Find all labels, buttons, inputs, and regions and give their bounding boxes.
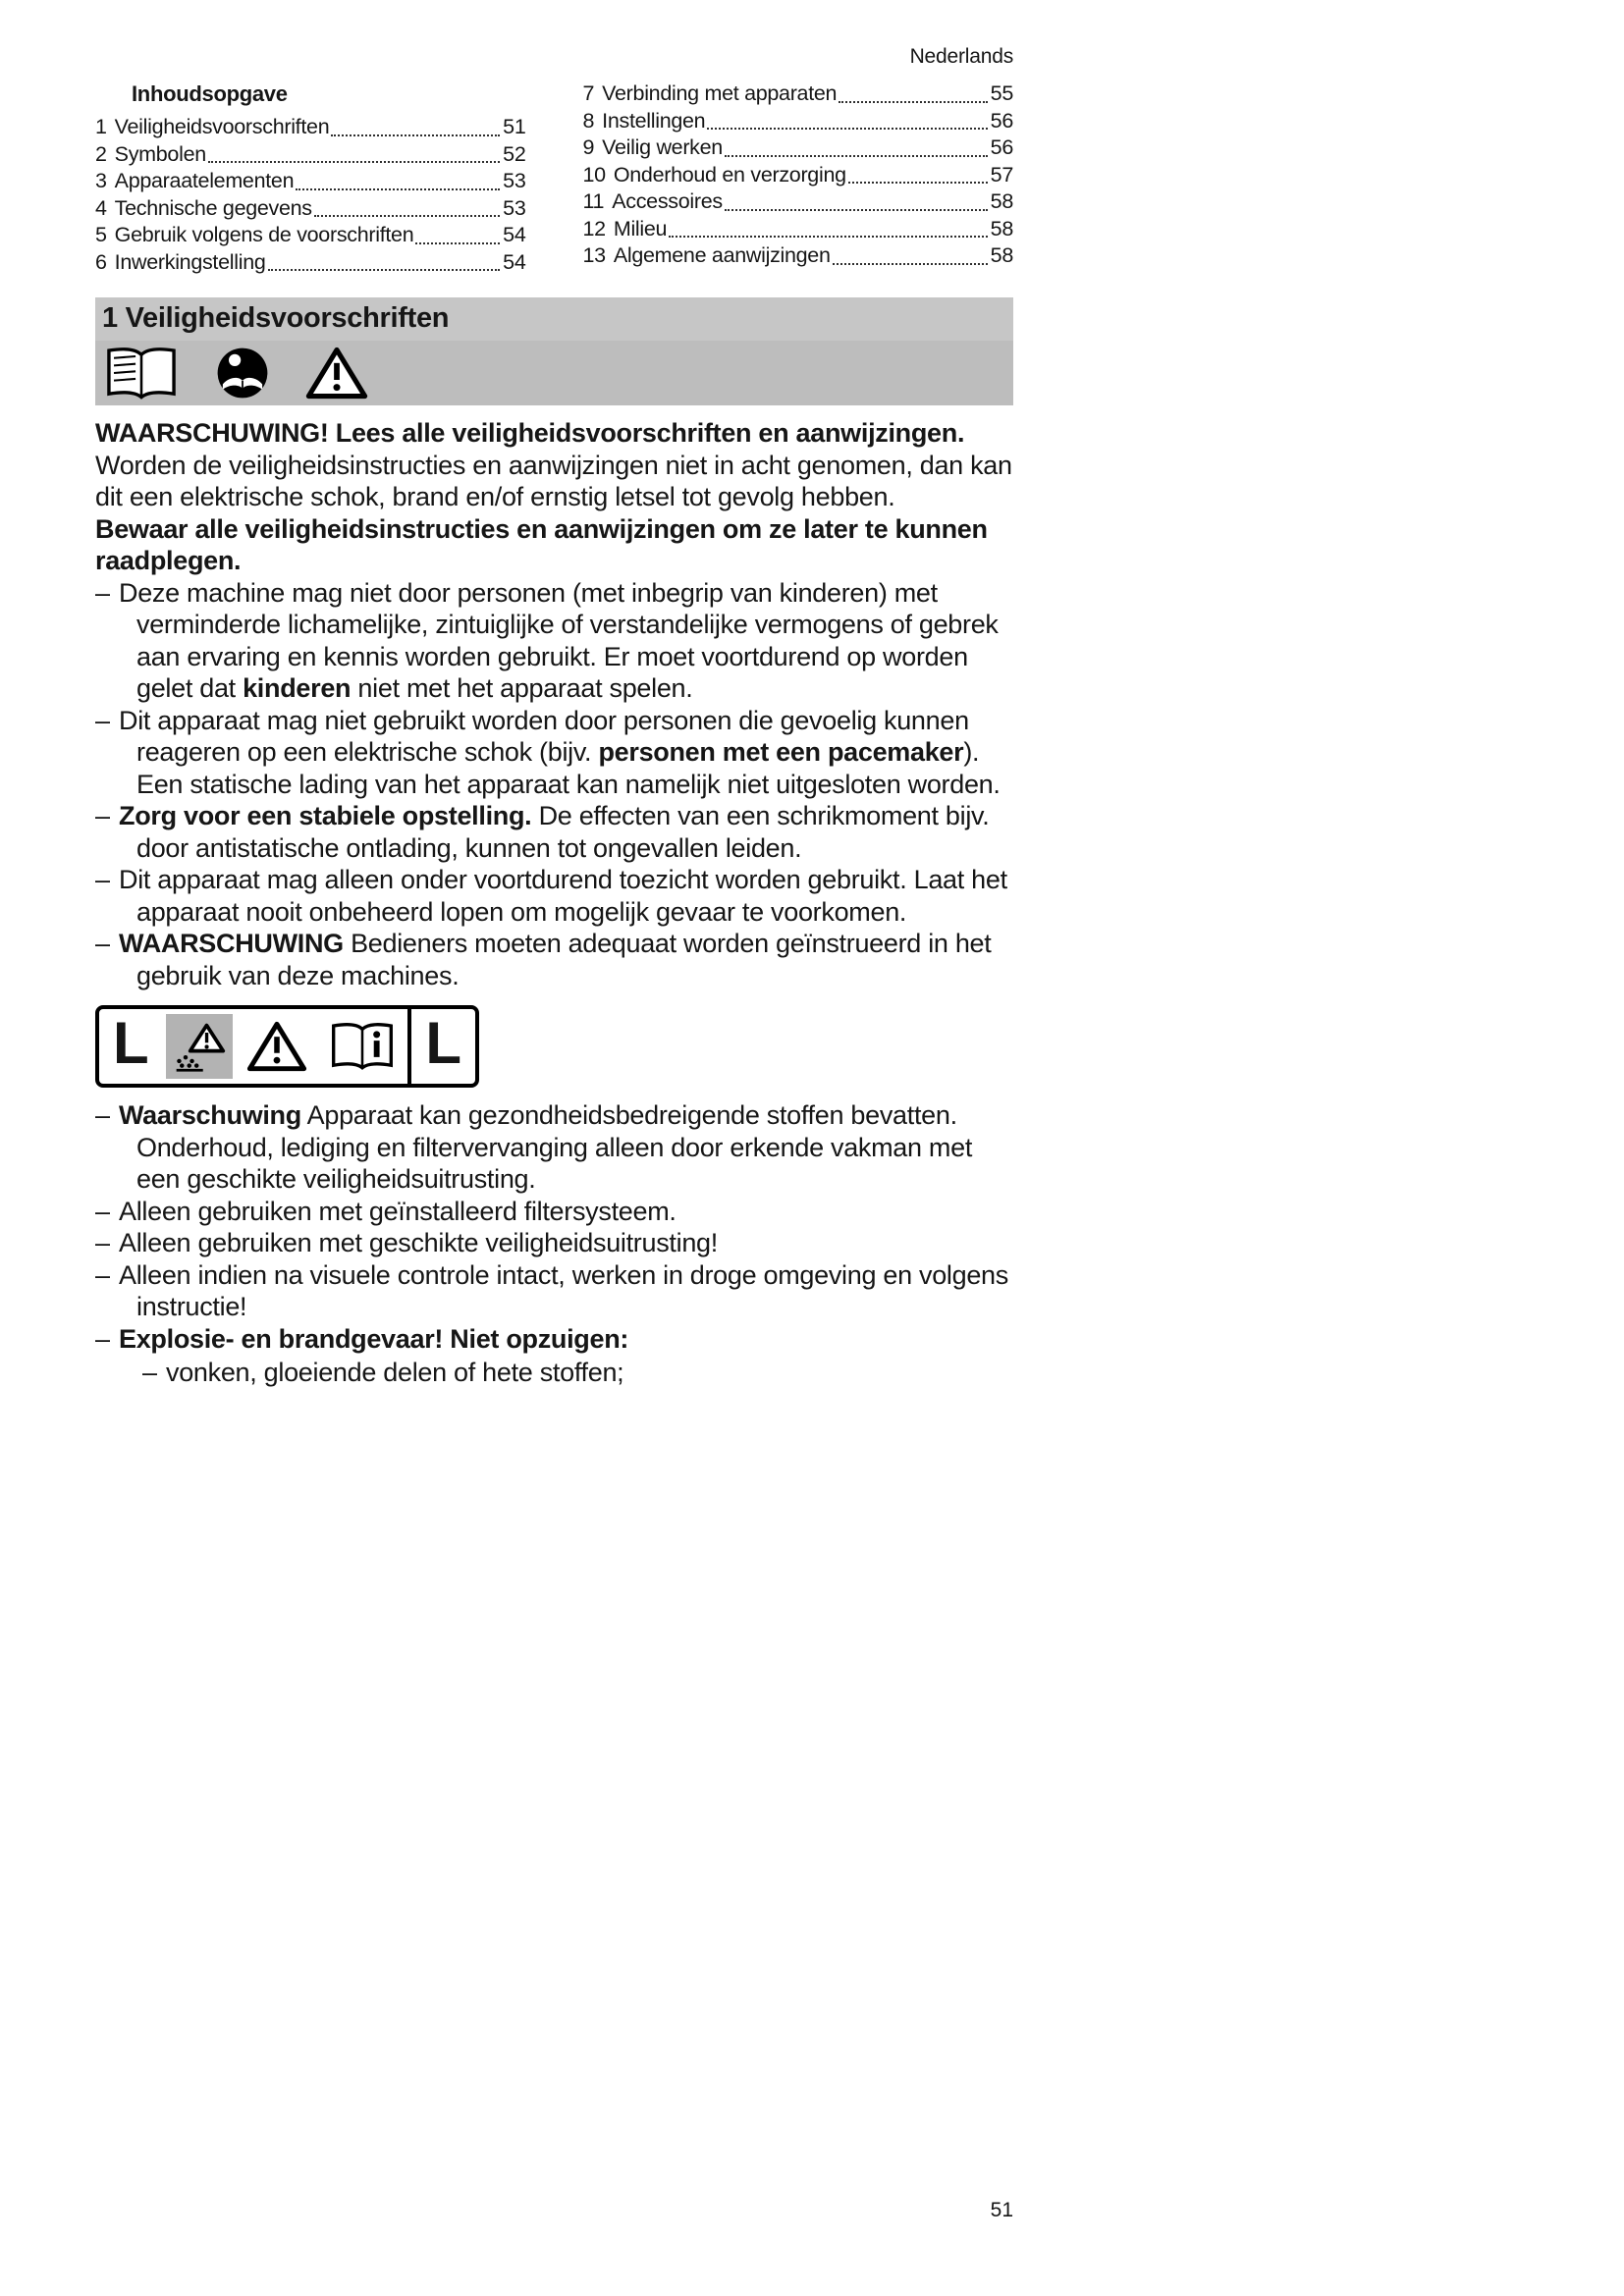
- list-item: [95, 800, 1013, 864]
- list-item: [95, 864, 1013, 928]
- toc-dot-leader: [707, 108, 987, 131]
- bullet-marker: –: [95, 1196, 110, 1226]
- bullet-marker: –: [95, 1100, 110, 1130]
- list-item-text: Dit apparaat mag niet gebruikt worden door personen die gevoelig kunnen reageren op een elektrische schok (bijv. personen met een pacemaker). Een statische lading van het apparaat kan namelijk niet uitgesloten worden.: [119, 705, 1001, 799]
- language-label: Nederlands: [909, 45, 1013, 68]
- sub-list-item-text: vonken, gloeiende delen of hete stoffen;: [166, 1358, 624, 1387]
- list-item: [95, 928, 1013, 991]
- dust-class-label-left: L: [113, 1010, 149, 1076]
- toc-entry-number: 13: [582, 243, 606, 267]
- section-body: [95, 417, 1013, 1389]
- toc-dot-leader: [268, 249, 501, 272]
- toc-entry-label: Inwerkingstelling: [114, 249, 266, 274]
- list-item-text: WAARSCHUWING Bedieners moeten adequaat worden geïnstrueerd in het gebruik van deze machines.: [119, 929, 992, 990]
- toc-entry-label: Apparaatelementen: [114, 169, 295, 192]
- toc-entry-page: 58: [990, 216, 1013, 240]
- page-number: 51: [990, 2199, 1013, 2221]
- toc-dot-leader: [725, 134, 988, 157]
- toc-entry-page: 54: [503, 249, 526, 274]
- toc-dot-leader: [331, 114, 500, 136]
- toc-entry-page: 51: [503, 115, 526, 138]
- toc-entry-number: 4: [95, 195, 107, 220]
- toc-right-column: [583, 80, 1014, 276]
- toc-entry-page: 55: [990, 81, 1013, 105]
- bullet-marker: –: [142, 1358, 157, 1387]
- list-item-text: Waarschuwing Apparaat kan gezondheidsbedreigende stoffen bevatten. Onderhoud, lediging en filtervervanging alleen door erkende vakman met een geschikte veiligheidsuitrusting.: [119, 1100, 973, 1194]
- toc-entry-label: Onderhoud en verzorging: [613, 162, 846, 187]
- warning-triangle-icon: [305, 346, 368, 400]
- bullet-marker: –: [95, 1259, 110, 1290]
- list-item: [95, 1259, 1013, 1323]
- toc-entry-page: 53: [503, 195, 526, 220]
- toc-entry-label: Accessoires: [612, 189, 723, 213]
- toc-entry-number: 9: [582, 135, 595, 159]
- bullet-marker: –: [95, 1323, 110, 1354]
- toc-entry: [583, 216, 1014, 243]
- bullet-marker: –: [95, 1228, 110, 1257]
- toc-entry-label: Algemene aanwijzingen: [613, 243, 831, 267]
- list-item: [95, 1099, 1013, 1196]
- manual-info-icon: [317, 1009, 407, 1084]
- toc-dot-leader: [314, 195, 500, 218]
- toc-entry: [95, 195, 526, 223]
- toc-entry-page: 56: [990, 135, 1013, 159]
- toc-entry-number: 2: [95, 141, 107, 166]
- list-item: [95, 1227, 1013, 1259]
- list-item: [95, 705, 1013, 801]
- toc-entry-label: Veiligheidsvoorschriften: [114, 115, 330, 138]
- toc-entry-number: 5: [95, 223, 107, 246]
- toc-entry-number: 11: [582, 189, 605, 213]
- bullet-marker: –: [95, 705, 110, 735]
- toc-entry-label: Gebruik volgens de voorschriften: [114, 223, 414, 246]
- section-title: 1 Veiligheidsvoorschriften: [95, 297, 1013, 341]
- list-item-text: Deze machine mag niet door personen (met inbegrip van kinderen) met verminderde lichamelijke, zintuiglijke of verstandelijke vermogens of gebrek aan ervaring en kennis worden gebruikt. Er moet voortdurend op worden gelet dat kinderen niet met het apparaat spelen.: [119, 577, 999, 703]
- toc-entry-number: 8: [582, 108, 595, 133]
- page-content: [95, 45, 1013, 1389]
- toc-dot-leader: [669, 216, 987, 239]
- list-item: [95, 577, 1013, 705]
- bullet-marker: –: [95, 929, 110, 958]
- toc-entry-page: 53: [503, 169, 526, 192]
- list-item-text: Dit apparaat mag alleen onder voortdurend toezicht worden gebruikt. Laat het apparaat nooit onbeheerd lopen om mogelijk gevaar te voorkomen.: [119, 865, 1007, 927]
- toc-entry: [95, 114, 526, 141]
- list-item: [95, 1323, 1013, 1356]
- toc-entry: [95, 222, 526, 249]
- toc-entry-page: 56: [990, 108, 1013, 133]
- toc-entry-label: Symbolen: [114, 141, 206, 166]
- dust-class-label-right: L: [407, 1009, 474, 1084]
- toc-entry-number: 10: [582, 162, 606, 187]
- keep-instructions-heading: Bewaar alle veiligheidsinstructies en aanwijzingen om ze later te kunnen raadplegen.: [95, 513, 988, 575]
- read-manual-icon: [215, 346, 270, 400]
- toc-dot-leader: [208, 141, 500, 164]
- toc-dot-leader: [296, 168, 500, 190]
- toc-dot-leader: [415, 222, 500, 244]
- bullet-marker: –: [95, 865, 110, 894]
- toc-left-column: [95, 80, 526, 276]
- toc-entry-page: 58: [990, 243, 1013, 267]
- list-item-text: Alleen gebruiken met geïnstalleerd filtersysteem.: [119, 1196, 677, 1226]
- toc-entry-number: 7: [582, 81, 595, 105]
- toc-entry: [583, 162, 1014, 189]
- toc-entry-page: 52: [503, 141, 526, 166]
- bullet-marker: –: [95, 801, 110, 830]
- section-header-block: [95, 297, 1013, 405]
- open-book-icon: [103, 346, 180, 400]
- toc-entry: [583, 108, 1014, 135]
- toc-entry-label: Milieu: [613, 216, 668, 240]
- toc-entry-number: 6: [95, 249, 107, 274]
- list-item-text: Alleen indien na visuele controle intact, werken in droge omgeving en volgens instructie!: [119, 1259, 1008, 1321]
- toc-dot-leader: [848, 162, 988, 185]
- warning-heading: WAARSCHUWING! Lees alle veiligheidsvoorschriften en aanwijzingen.: [95, 418, 965, 448]
- warning-triangle-icon: [237, 1009, 317, 1084]
- toc-entry-number: 1: [95, 115, 107, 138]
- table-of-contents: [95, 80, 1013, 276]
- toc-entry: [583, 188, 1014, 216]
- toc-entry: [583, 242, 1014, 270]
- toc-dot-leader: [839, 80, 987, 103]
- toc-entry-number: 3: [95, 169, 107, 192]
- dust-hazard-icon: [166, 1014, 233, 1079]
- list-item-text: Explosie- en brandgevaar! Niet opzuigen:: [119, 1323, 629, 1354]
- toc-entry-label: Technische gegevens: [114, 195, 312, 220]
- toc-title: Inhoudsopgave: [132, 81, 288, 106]
- toc-entry-label: Veilig werken: [602, 135, 723, 159]
- toc-entry-page: 58: [990, 189, 1013, 213]
- toc-entry: [95, 168, 526, 195]
- toc-entry: [95, 141, 526, 169]
- toc-entry-page: 54: [503, 223, 526, 246]
- bullet-marker: –: [95, 577, 110, 608]
- list-item-text: Zorg voor een stabiele opstelling. De effecten van een schrikmoment bijv. door antistatische ontlading, kunnen tot ongevallen leiden.: [119, 801, 990, 863]
- toc-entry: [583, 134, 1014, 162]
- safety-icons-band: [95, 341, 1013, 405]
- toc-entry-label: Verbinding met apparaten: [602, 81, 838, 105]
- toc-entry: [95, 249, 526, 277]
- toc-entry-label: Instellingen: [602, 108, 706, 133]
- toc-entry-number: 12: [582, 216, 606, 240]
- dust-class-pictogram-box: [95, 1005, 479, 1088]
- toc-dot-leader: [833, 242, 988, 265]
- toc-entry: [583, 80, 1014, 108]
- warning-paragraph: Worden de veiligheidsinstructies en aanwijzingen niet in acht genomen, dan kan dit een elektrische schok, brand en/of ernstig letsel tot gevolg hebben.: [95, 450, 1012, 511]
- toc-entry-page: 57: [990, 162, 1013, 187]
- list-item: [95, 1196, 1013, 1228]
- list-item-text: Alleen gebruiken met geschikte veiligheidsuitrusting!: [119, 1228, 718, 1257]
- sub-list-item: [142, 1357, 1013, 1389]
- toc-dot-leader: [725, 188, 988, 211]
